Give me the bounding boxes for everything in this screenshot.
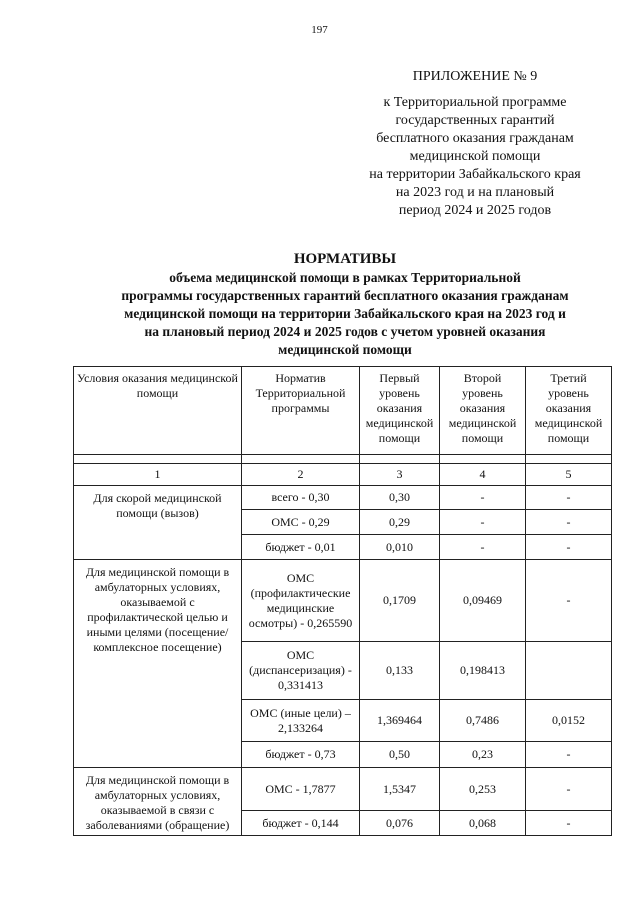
document-heading [75,250,615,359]
level2-cell: 0,09469 [440,560,526,642]
level1-cell: 1,369464 [360,700,440,742]
level2-cell: - [440,486,526,510]
column-number: 2 [242,464,360,486]
level3-cell: - [526,510,612,535]
header-cell: Условия оказания медицинской помощи [74,367,242,455]
norm-cell: ОМС (иные цели) – 2,133264 [242,700,360,742]
level1-cell: 0,29 [360,510,440,535]
spacer-row [74,455,612,464]
header-cell: Первый уровень оказания медицинской помощи [360,367,440,455]
heading-line: на плановый период 2024 и 2025 годов с учетом уровней оказания [144,324,546,339]
norm-cell: ОМС (профилактические медицинские осмотры) - 0,265590 [242,560,360,642]
appendix-block [340,68,610,220]
heading-line: медицинской помощи [278,342,412,357]
level2-cell: 0,068 [440,811,526,836]
norm-cell: ОМС - 1,7877 [242,768,360,811]
appendix-line: бесплатного оказания гражданам [376,131,574,146]
level3-cell: - [526,535,612,560]
condition-cell: Для медицинской помощи в амбулаторных условиях, оказываемой в связи с заболеваниями (обращение) [74,768,242,836]
level1-cell: 0,076 [360,811,440,836]
appendix-line: государственных гарантий [395,113,555,128]
level2-cell: - [440,535,526,560]
heading-title: НОРМАТИВЫ [293,251,397,267]
norm-cell: бюджет - 0,144 [242,811,360,836]
level1-cell: 0,133 [360,642,440,700]
level3-cell: - [526,560,612,642]
level2-cell: 0,23 [440,742,526,768]
column-number-row [74,464,612,486]
appendix-line: период 2024 и 2025 годов [398,203,552,218]
level1-cell: 0,50 [360,742,440,768]
page-number: 197 [311,24,328,36]
norm-cell: бюджет - 0,01 [242,535,360,560]
level1-cell: 1,5347 [360,768,440,811]
column-number: 5 [526,464,612,486]
appendix-line: медицинской помощи [409,149,541,164]
level2-cell: - [440,510,526,535]
level2-cell: 0,253 [440,768,526,811]
table-row [74,560,612,642]
level1-cell: 0,010 [360,535,440,560]
level1-cell: 0,1709 [360,560,440,642]
norm-cell: всего - 0,30 [242,486,360,510]
column-number: 4 [440,464,526,486]
level2-cell: 0,7486 [440,700,526,742]
level3-cell [526,642,612,700]
table-row [74,768,612,811]
condition-cell: Для скорой медицинской помощи (вызов) [74,486,242,560]
table-row [74,486,612,510]
norm-cell: ОМС (диспансеризация) - 0,331413 [242,642,360,700]
column-number: 3 [360,464,440,486]
table-header-row [74,367,612,455]
condition-cell: Для медицинской помощи в амбулаторных условиях, оказываемой с профилактической целью и иными целями (посещение/комплексное посещение) [74,560,242,768]
appendix-line: к Территориальной программе [383,95,567,110]
header-cell: Второй уровень оказания медицинской помощи [440,367,526,455]
norm-cell: бюджет - 0,73 [242,742,360,768]
column-number: 1 [74,464,242,486]
norms-table [73,366,612,836]
level3-cell: 0,0152 [526,700,612,742]
appendix-title: ПРИЛОЖЕНИЕ № 9 [412,69,538,84]
level2-cell: 0,198413 [440,642,526,700]
heading-line: программы государственных гарантий бесплатного оказания гражданам [121,288,569,303]
appendix-line: на 2023 год и на плановый [395,185,555,200]
header-cell: Норматив Территориальной программы [242,367,360,455]
heading-line: медицинской помощи на территории Забайкальского края на 2023 год и [124,306,566,321]
header-cell: Третий уровень оказания медицинской помощи [526,367,612,455]
heading-line: объема медицинской помощи в рамках Территориальной [169,270,521,285]
level3-cell: - [526,768,612,811]
level3-cell: - [526,811,612,836]
level3-cell: - [526,486,612,510]
norm-cell: ОМС - 0,29 [242,510,360,535]
level1-cell: 0,30 [360,486,440,510]
appendix-line: на территории Забайкальского края [369,167,581,182]
level3-cell: - [526,742,612,768]
